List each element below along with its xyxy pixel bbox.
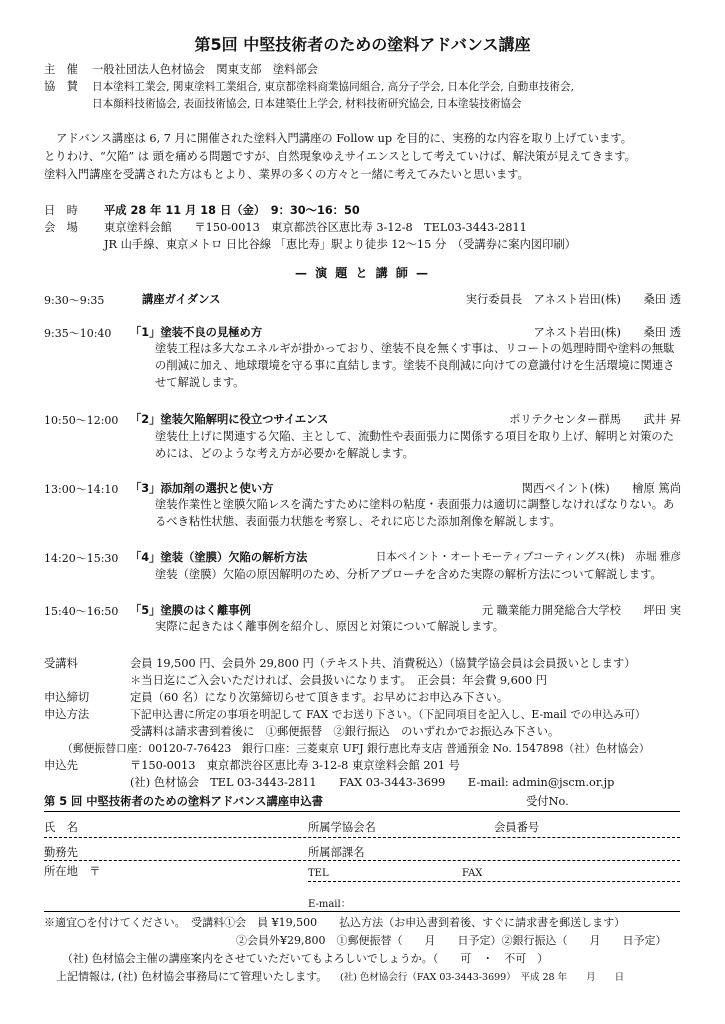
- field-address-label[interactable]: 所在地 〒: [44, 865, 101, 878]
- deadline: 定員（60 名）になり次第締切らせて頂きます。お早めにお申込み下さい。: [130, 691, 509, 704]
- intro-line2: とりわけ、“欠陥” は 頭を痛める問題ですが、自然現象ゆえサイエンスとして考えていけば、解決策が見えてきます。: [44, 150, 636, 163]
- receipt-underline: [526, 811, 680, 812]
- method-line1: 下記申込書に所定の事項を明記して FAX でお送り下さい。（下記同項目を記入し、E-mail での申込み可）: [130, 708, 646, 721]
- session-title: 「1」塗装不良の見極め方: [130, 326, 263, 339]
- form-note3: （社) 色材協会主催の講座案内をさせていただいてもよろしいでしょうか。（ 可 ・ 不可 ）: [62, 952, 549, 965]
- field-tel-label[interactable]: TEL: [308, 868, 329, 879]
- session-description: 塗装工程は多大なエネルギが掛かっており、塗装不良を無くす事は、リコートの処理時間や塗料の無駄の削減に加え、地球環境を守る事に直結します。塗装不良削減に向けての意識付けを生活環境に関連させて解説します。: [155, 342, 675, 389]
- method-label: 申込方法: [44, 708, 90, 721]
- sponsor-label: 協 賛: [44, 80, 78, 93]
- session-speaker: 関西ペイント(株) 檜原 篤尚: [521, 482, 681, 495]
- session-title: 「3」添加剤の選択と使い方: [130, 482, 274, 495]
- session-title: 「4」塗装（塗膜）欠陥の解析方法: [130, 551, 308, 564]
- sponsor-line1: 日本塗料工業会, 関東塗料工業組合, 東京都塗料商業協同組合, 高分子学会, 日本化学会, 自動車技術会,: [92, 81, 574, 93]
- form-note4: 上記情報は, (社) 色材協会事務局にて管理いたします。: [56, 970, 328, 983]
- session-time: 10:50〜12:00: [44, 414, 119, 427]
- sponsor-line2: 日本顔料技術協会, 表面技術協会, 日本建築仕上学会, 材料技術研究協会, 日本塗装技術協会: [92, 98, 522, 110]
- form-row-rule: [44, 911, 680, 912]
- session-title: 「5」塗膜のはく離事例: [130, 604, 251, 617]
- date-label: 日 時: [44, 204, 78, 217]
- form-fax-note: (社) 色材協会行（FAX 03-3443-3699） 平成 28 年 月 日: [340, 972, 625, 983]
- field-email-label[interactable]: E-mail：: [308, 899, 351, 910]
- deadline-label: 申込締切: [44, 691, 90, 704]
- program-heading: — 演 題 と 講 師 —: [294, 266, 431, 280]
- organizer-label: 主 催: [44, 63, 78, 76]
- form-receipt-no: 受付No.: [526, 795, 569, 808]
- session-description: 塗装（塗膜）欠陥の原因解明のため、分析アプローチを含めた実際の解析方法について解説します。: [155, 568, 662, 581]
- venue-line2: JR 山手線、東京メトロ 日比谷線 「恵比寿」駅より徒歩 12〜15 分 （受講券に案内図印刷）: [104, 238, 577, 251]
- bank-info: （郵便振替口座：00120-7-76423 銀行口座：三菱東京 UFJ 銀行恵比寿支店 普通預金 No. 1547898（社）色材協会）: [62, 742, 650, 755]
- session-time: 15:40〜16:50: [44, 605, 119, 618]
- intro-line3: 塗料入門講座を受講された方はもとより、業界の多くの方々と一緒に考えてみたいと思います。: [44, 168, 529, 181]
- session-time: 9:30〜9:35: [44, 294, 105, 307]
- venue-line1: 東京塗料会館 〒150-0013 東京都渋谷区恵比寿 3-12-8 TEL03-3443-2811: [104, 221, 527, 234]
- contact-line2: (社) 色材協会 TEL 03-3443-2811 FAX 03-3443-3699 E-mail: admin@jscm.or.jp: [130, 776, 615, 789]
- session-speaker: 実行委員長 アネスト岩田(株) 桑田 透: [465, 293, 681, 306]
- fee-line2: ＊当日迄にご入会いただければ、会員扱いになります。 正会員：年会費 9,600 円: [130, 674, 548, 687]
- fee-line1: 会員 19,500 円、会員外 29,800 円（テキスト共、消費税込）（協賛学協会員は会員扱いとします）: [130, 657, 636, 670]
- form-note1: ※適宜○を付けてください。 受講料①会 員 ¥19,500 払込方法（お申込書到着後、すぐに請求書を郵送します）: [44, 916, 626, 929]
- intro-line1: アドバンス講座は 6, 7 月に開催された塗料入門講座の Follow up を目的に、実務的な内容を取り上げています。: [56, 132, 633, 145]
- method-line2: 受講料は請求書到着後に ①郵便振替 ②銀行振込 のいずれかでお振込み下さい。: [130, 725, 560, 738]
- field-name-label[interactable]: 氏 名: [44, 821, 78, 834]
- event-date: 平成 28 年 11 月 18 日（金） 9：30〜16：50: [104, 204, 360, 217]
- form-note2: ②会員外¥29,800 ①郵便振替（ 月 日予定）②銀行振込（ 月 日予定）: [236, 934, 667, 947]
- form-row-rule: [44, 860, 680, 861]
- contact-label: 申込先: [44, 759, 78, 772]
- form-title: 第 5 回 中堅技術者のための塗料アドバンス講座申込書: [44, 795, 323, 808]
- session-title: 「2」塗装欠陥解明に役立つサイエンス: [130, 413, 329, 426]
- form-row-rule: [44, 837, 680, 838]
- venue-label: 会 場: [44, 221, 78, 234]
- form-row-rule: [308, 881, 680, 882]
- contact-line1: 〒150-0013 東京都渋谷区恵比寿 3-12-8 東京塗料会館 201 号: [130, 759, 460, 772]
- session-time: 13:00〜14:10: [44, 483, 119, 496]
- session-description: 塗装作業性と塗膜欠陥レスを満たすために塗料の粘度・表面張力は適切に調整しなければなりない。あるべき粘性状態、表面張力状態を考察し、それに応じた添加剤像を解説します。: [155, 498, 675, 528]
- field-fax-label[interactable]: FAX: [462, 868, 483, 879]
- fee-label: 受講料: [44, 657, 78, 670]
- session-speaker: アネスト岩田(株) 桑田 透: [533, 326, 681, 339]
- session-title: 講座ガイダンス: [142, 293, 221, 306]
- organizer: 一般社団法人色材協会 関東支部 塗料部会: [92, 63, 318, 76]
- session-description: 実際に起きたはく離事例を紹介し、原因と対策について解説します。: [155, 620, 505, 633]
- session-time: 14:20〜15:30: [44, 552, 119, 565]
- session-speaker: 元 職業能力開発総合大学校 坪田 実: [481, 604, 681, 617]
- session-description: 塗装仕上げに関連する欠陥、主として、流動性や表面張力に関係する項目を取り上げ、解明と対策のためには、どのような考え方が必要かを解説します。: [155, 430, 674, 460]
- field-dept-label[interactable]: 所属部課名: [308, 846, 365, 859]
- session-speaker: ポリテクセンター群馬 武井 昇: [509, 413, 681, 426]
- field-member-label[interactable]: 会員番号: [494, 821, 540, 834]
- field-company-label[interactable]: 勤務先: [44, 846, 78, 859]
- session-speaker: 日本ペイント・オートモーティブコーティングス(株) 赤堀 雅彦: [375, 551, 681, 563]
- session-time: 9:35〜10:40: [44, 327, 112, 340]
- field-society-label[interactable]: 所属学協会名: [308, 821, 376, 834]
- page-title: 第5回 中堅技術者のための塗料アドバンス講座: [194, 35, 531, 54]
